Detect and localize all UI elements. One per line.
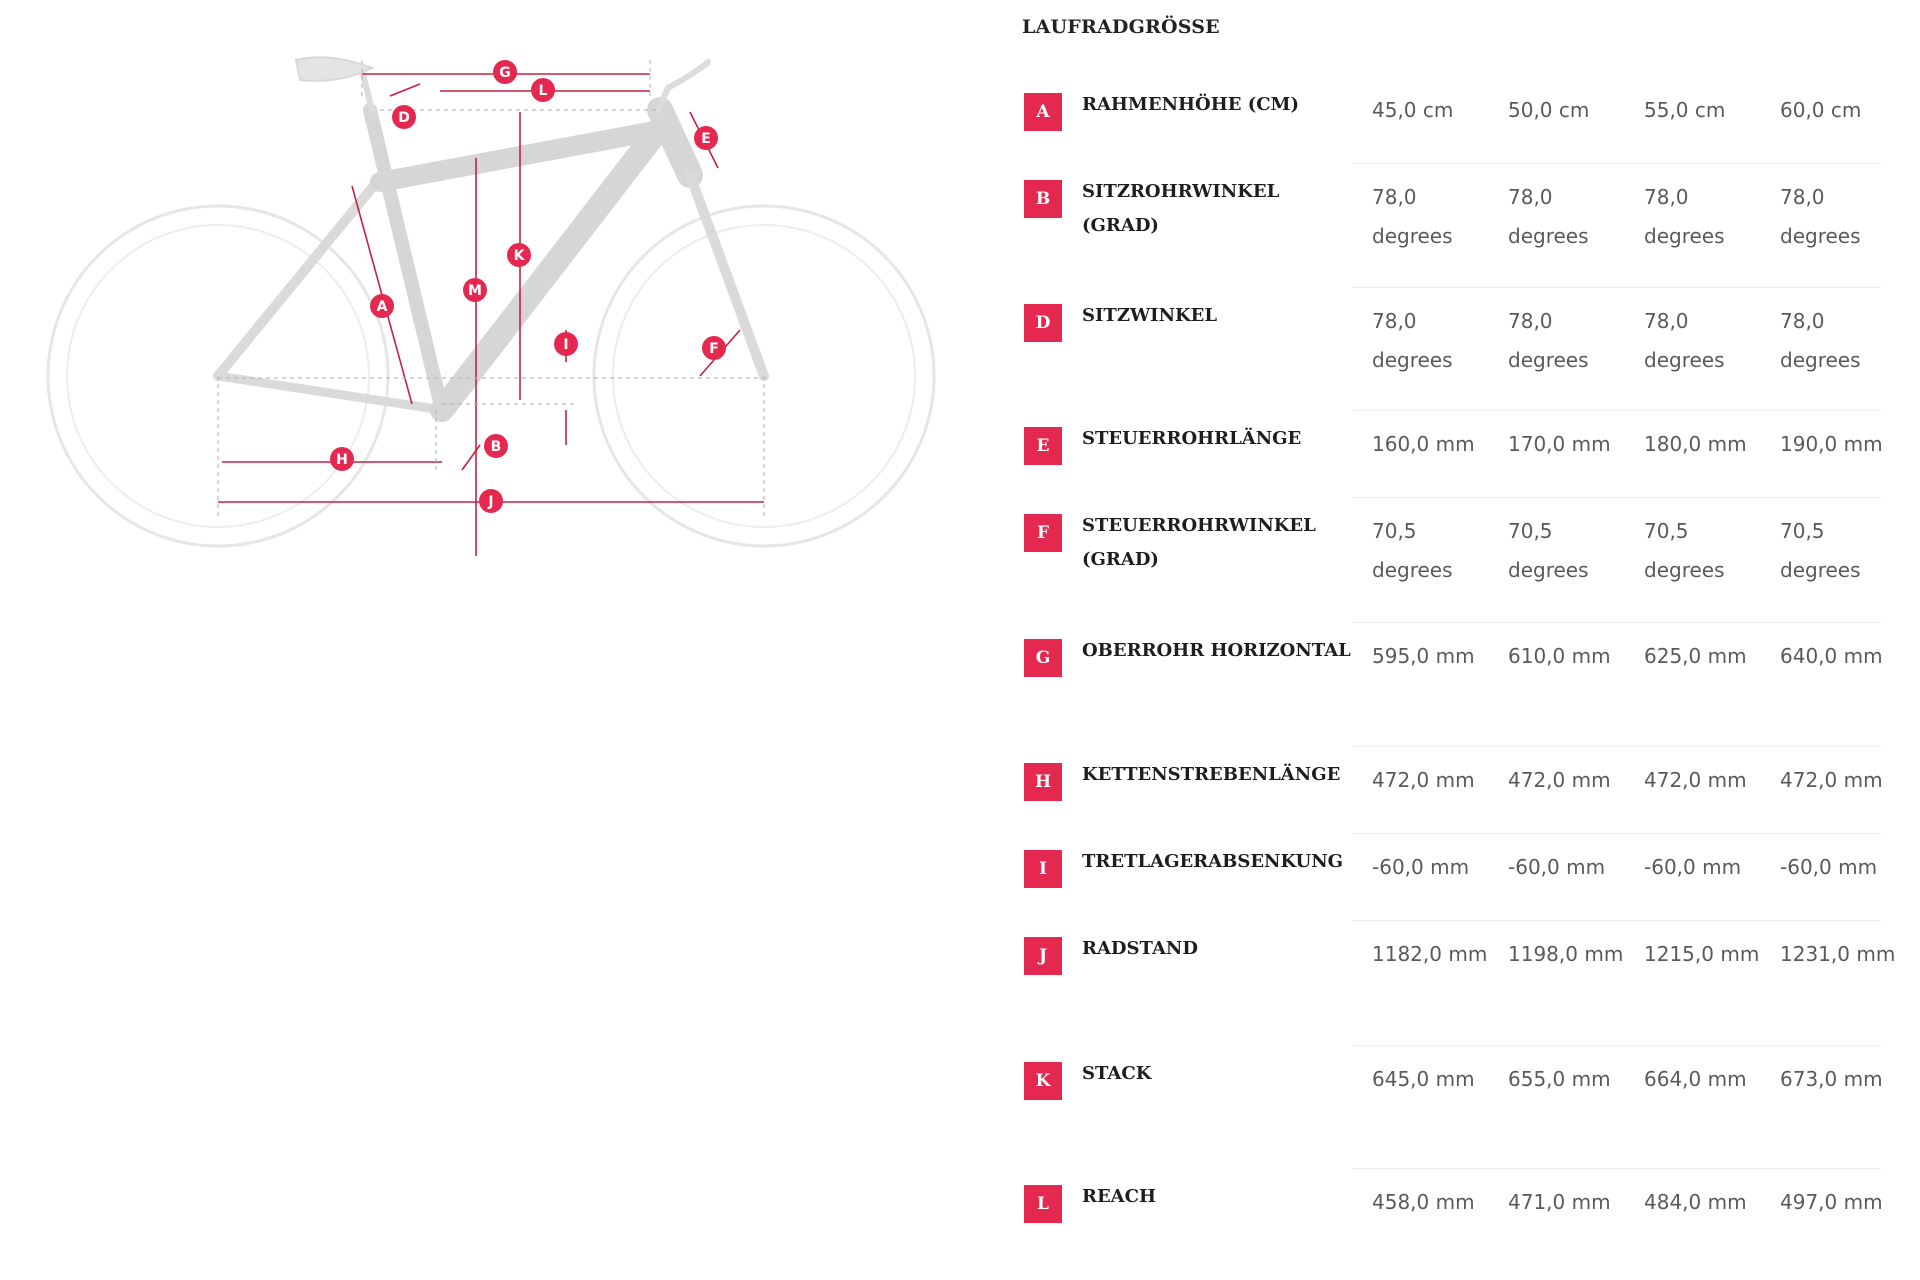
row-value: -60,0 mm — [1644, 855, 1742, 879]
row-value: 1182,0 mm — [1372, 942, 1488, 966]
row-letter-badge: G — [1024, 639, 1062, 677]
marker-letter: J — [488, 494, 494, 510]
row-value: 78,0 degrees — [1644, 185, 1725, 248]
row-letter-badge: H — [1024, 763, 1062, 801]
marker-e — [694, 126, 718, 150]
row-value: 160,0 mm — [1372, 432, 1475, 456]
row-value: 484,0 mm — [1644, 1190, 1747, 1214]
marker-a — [370, 294, 394, 318]
row-value: 595,0 mm — [1372, 644, 1475, 668]
row-label: TRETLAGERABSENKUNG — [1082, 851, 1344, 872]
row-label: RAHMENHÖHE (CM) — [1082, 94, 1299, 115]
row-divider — [1352, 287, 1882, 288]
marker-letter: K — [513, 248, 525, 264]
row-divider — [1352, 497, 1882, 498]
row-value: 1215,0 mm — [1644, 942, 1760, 966]
marker-m — [463, 278, 487, 302]
row-value: 78,0 degrees — [1508, 309, 1589, 372]
row-value: 472,0 mm — [1508, 768, 1611, 792]
row-label: KETTENSTREBENLÄNGE — [1082, 764, 1341, 785]
row-value: -60,0 mm — [1372, 855, 1470, 879]
row-letter-badge: F — [1024, 514, 1062, 552]
bike-geometry-diagram — [0, 0, 1000, 620]
row-label: STEUERROHRLÄNGE — [1082, 428, 1302, 449]
marker-letter: D — [398, 110, 410, 126]
row-divider — [1352, 163, 1882, 164]
row-label: SITZWINKEL — [1082, 305, 1218, 326]
marker-letter: L — [538, 83, 548, 99]
row-value: 1198,0 mm — [1508, 942, 1624, 966]
marker-g — [493, 60, 517, 84]
row-value: 78,0 degrees — [1372, 309, 1453, 372]
row-letter-badge: K — [1024, 1062, 1062, 1100]
marker-b — [484, 434, 508, 458]
marker-d — [392, 105, 416, 129]
row-value: 471,0 mm — [1508, 1190, 1611, 1214]
row-value: 55,0 cm — [1644, 98, 1726, 122]
row-value: 472,0 mm — [1644, 768, 1747, 792]
row-letter-badge: I — [1024, 850, 1062, 888]
marker-i — [554, 332, 578, 356]
marker-k — [507, 243, 531, 267]
row-value: 497,0 mm — [1780, 1190, 1883, 1214]
row-label: REACH — [1082, 1186, 1156, 1207]
row-value: 655,0 mm — [1508, 1067, 1611, 1091]
row-value: 640,0 mm — [1780, 644, 1883, 668]
row-value: 70,5 degrees — [1780, 519, 1861, 582]
row-value: 170,0 mm — [1508, 432, 1611, 456]
row-letter-badge: L — [1024, 1185, 1062, 1223]
marker-f — [702, 336, 726, 360]
row-value: 458,0 mm — [1372, 1190, 1475, 1214]
row-divider — [1352, 410, 1882, 411]
row-label: OBERROHR HORIZONTAL — [1082, 640, 1351, 661]
row-value: -60,0 mm — [1780, 855, 1878, 879]
marker-letter: A — [376, 299, 388, 315]
row-value: 70,5 degrees — [1372, 519, 1453, 582]
bike-frame — [218, 57, 764, 410]
row-value: 645,0 mm — [1372, 1067, 1475, 1091]
row-value: 70,5 degrees — [1508, 519, 1589, 582]
row-letter-badge: D — [1024, 304, 1062, 342]
row-value: 472,0 mm — [1372, 768, 1475, 792]
row-divider — [1352, 622, 1882, 623]
row-value: 70,5 degrees — [1644, 519, 1725, 582]
geometry-table — [1022, 0, 1902, 1280]
marker-letter: F — [709, 341, 719, 357]
row-value: 664,0 mm — [1644, 1067, 1747, 1091]
row-divider — [1352, 1045, 1882, 1046]
row-divider — [1352, 833, 1882, 834]
row-value: 50,0 cm — [1508, 98, 1590, 122]
marker-letter: E — [701, 131, 711, 147]
row-value: 45,0 cm — [1372, 98, 1454, 122]
row-value: 190,0 mm — [1780, 432, 1883, 456]
marker-l — [531, 78, 555, 102]
row-label: RADSTAND — [1082, 938, 1198, 959]
row-value: 472,0 mm — [1780, 768, 1883, 792]
row-value: 610,0 mm — [1508, 644, 1611, 668]
row-value: 1231,0 mm — [1780, 942, 1896, 966]
row-value: 78,0 degrees — [1780, 185, 1861, 248]
row-value: 60,0 cm — [1780, 98, 1862, 122]
row-value: 625,0 mm — [1644, 644, 1747, 668]
row-divider — [1352, 1168, 1882, 1169]
row-letter-badge: J — [1024, 937, 1062, 975]
marker-letter: G — [499, 65, 511, 81]
row-value: 78,0 degrees — [1644, 309, 1725, 372]
row-label: STEUERROHRWINKEL (GRAD) — [1082, 515, 1316, 570]
marker-j — [479, 489, 503, 513]
row-letter-badge: A — [1024, 93, 1062, 131]
table-title: LAUFRADGRÖSSE — [1022, 16, 1220, 38]
row-divider — [1352, 746, 1882, 747]
row-value: 180,0 mm — [1644, 432, 1747, 456]
row-value: 78,0 degrees — [1508, 185, 1589, 248]
row-value: 673,0 mm — [1780, 1067, 1883, 1091]
row-label: STACK — [1082, 1063, 1152, 1084]
row-value: -60,0 mm — [1508, 855, 1606, 879]
row-value: 78,0 degrees — [1780, 309, 1861, 372]
row-label: SITZROHRWINKEL (GRAD) — [1082, 181, 1280, 236]
row-value: 78,0 degrees — [1372, 185, 1453, 248]
row-letter-badge: E — [1024, 427, 1062, 465]
row-letter-badge: B — [1024, 180, 1062, 218]
marker-h — [330, 447, 354, 471]
marker-letter: M — [468, 283, 482, 299]
marker-letter: H — [336, 452, 348, 468]
marker-letter: B — [490, 439, 502, 455]
row-divider — [1352, 920, 1882, 921]
marker-letter: I — [563, 337, 569, 353]
